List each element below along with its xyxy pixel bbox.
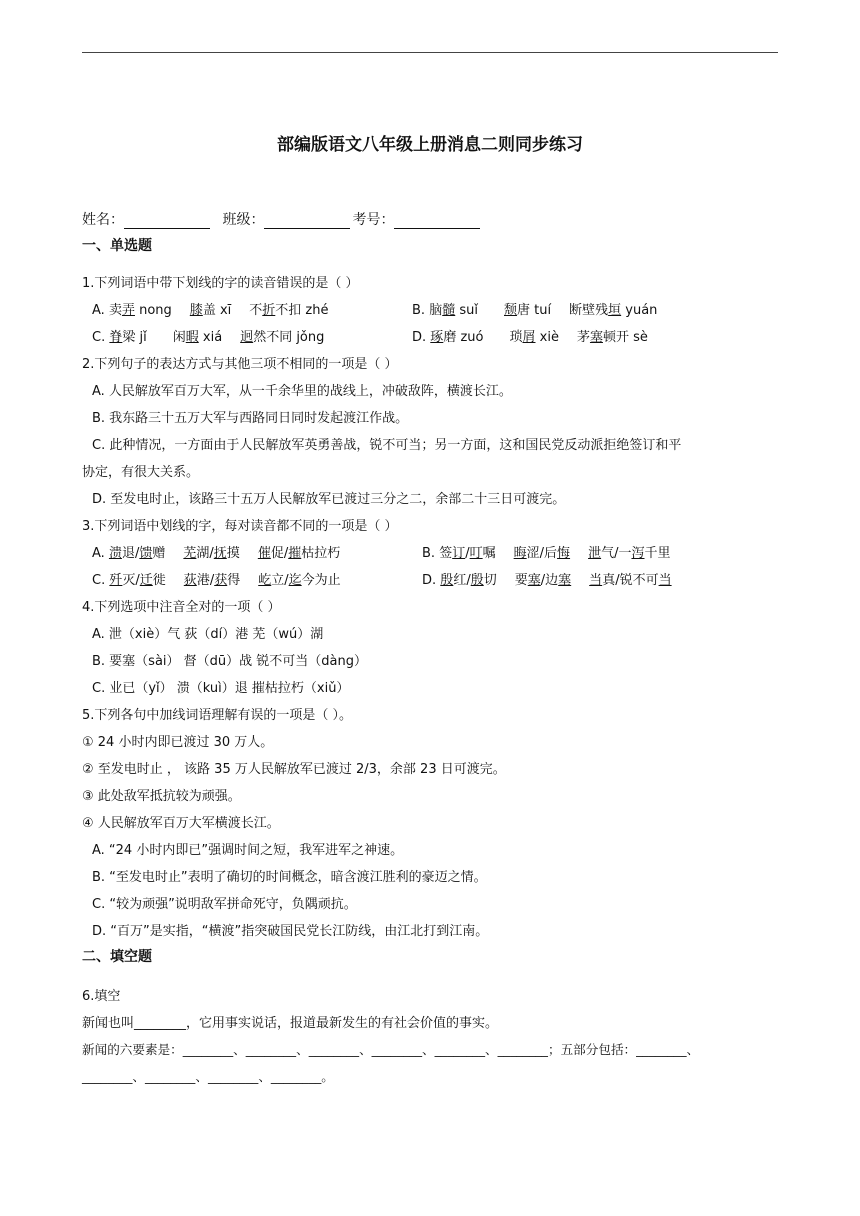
q1-option-a[interactable]: A. 卖弄 nong 膝盖 xī 不折不扣 zhé <box>92 303 329 318</box>
q5-item-1: ① 24 小时内即已渡过 30 万人。 <box>82 735 274 750</box>
number-blank[interactable] <box>394 214 480 229</box>
q4-option-a[interactable]: A. 泄（xiè）气 荻（dí）港 芜（wú）湖 <box>92 627 324 642</box>
q5-option-a[interactable]: A. “24 小时内即已”强调时间之短，我军进军之神速。 <box>92 843 404 858</box>
q6-line-3[interactable]: ________、________、________、________。 <box>82 1069 334 1084</box>
q4-option-c[interactable]: C. 业已（yǐ） 溃（kuì）退 摧枯拉朽（xiǔ） <box>92 681 350 696</box>
name-label: 姓名： <box>82 212 124 228</box>
q5-item-3: ③ 此处敌军抵抗较为顽强。 <box>82 789 241 804</box>
header-rule <box>82 52 778 53</box>
question-2-stem: 2.下列句子的表达方式与其他三项不相同的一项是（ ） <box>82 357 398 372</box>
question-3-stem: 3.下列词语中划线的字，每对读音都不同的一项是（ ） <box>82 519 398 534</box>
q3-option-b[interactable]: B. 签订/叮嘱 晦涩/后悔 泄气/一泻千里 <box>422 546 671 561</box>
q3-option-c[interactable]: C. 歼灭/迁徙 荻港/获得 屹立/迄今为止 <box>92 573 341 588</box>
q6-line-2[interactable]: 新闻的六要素是：________、________、________、________、________、________；五部分包括：________、 <box>82 1042 700 1057</box>
name-blank[interactable] <box>124 214 210 229</box>
class-blank[interactable] <box>264 214 350 229</box>
question-6-stem: 6.填空 <box>82 989 121 1004</box>
q6-line-1[interactable]: 新闻也叫________，它用事实说话，报道最新发生的有社会价值的事实。 <box>82 1016 499 1031</box>
student-info <box>82 209 488 229</box>
q2-option-d[interactable]: D. 至发电时止，该路三十五万人民解放军已渡过三分之二，余部二十三日可渡完。 <box>92 492 566 507</box>
page-title: 部编版语文八年级上册消息二则同步练习 <box>277 135 583 155</box>
q5-item-2: ② 至发电时止 ， 该路 35 万人民解放军已渡过 2/3，余部 23 日可渡完。 <box>82 762 506 777</box>
question-4-stem: 4.下列选项中注音全对的一项（ ） <box>82 600 281 615</box>
question-5-stem: 5.下列各句中加线词语理解有误的一项是（ ）。 <box>82 708 353 723</box>
q4-option-b[interactable]: B. 要塞（sài） 督（dū）战 锐不可当（dàng） <box>92 654 367 669</box>
number-label: 考号： <box>352 212 395 228</box>
q5-option-c[interactable]: C. “较为顽强”说明敌军拼命死守，负隅顽抗。 <box>92 897 357 912</box>
q5-option-b[interactable]: B. “至发电时止”表明了确切的时间概念，暗含渡江胜利的豪迈之情。 <box>92 870 487 885</box>
q2-option-c[interactable]: C. 此种情况，一方面由于人民解放军英勇善战，锐不可当；另一方面，这和国民党反动派拒绝签订和平 <box>92 438 682 453</box>
q2-option-c-cont: 协定，有很大关系。 <box>82 465 200 480</box>
q3-option-a[interactable]: A. 溃退/馈赠 芜湖/抚摸 催促/摧枯拉朽 <box>92 546 341 561</box>
q5-item-4: ④ 人民解放军百万大军横渡长江。 <box>82 816 280 831</box>
class-label: 班级： <box>222 212 265 228</box>
question-1-stem: 1.下列词语中带下划线的字的读音错误的是（ ） <box>82 276 359 291</box>
q1-option-c[interactable]: C. 脊梁 jǐ 闲暇 xiá 迥然不同 jǒng <box>92 330 325 345</box>
q2-option-b[interactable]: B. 我东路三十五万大军与西路同日同时发起渡江作战。 <box>92 411 409 426</box>
section-heading-2: 二、填空题 <box>82 949 152 965</box>
q5-option-d[interactable]: D. “百万”是实指，“横渡”指突破国民党长江防线，由江北打到江南。 <box>92 924 489 939</box>
q1-option-d[interactable]: D. 琢磨 zuó 琐屑 xiè 茅塞顿开 sè <box>412 330 648 345</box>
q1-option-b[interactable]: B. 脑髓 suǐ 颓唐 tuí 断壁残垣 yuán <box>412 303 658 318</box>
section-heading: 一、单选题 <box>82 238 152 254</box>
q3-option-d[interactable]: D. 殷红/殷切 要塞/边塞 当真/锐不可当 <box>422 573 672 588</box>
q2-option-a[interactable]: A. 人民解放军百万大军，从一千余华里的战线上，冲破敌阵，横渡长江。 <box>92 384 512 399</box>
